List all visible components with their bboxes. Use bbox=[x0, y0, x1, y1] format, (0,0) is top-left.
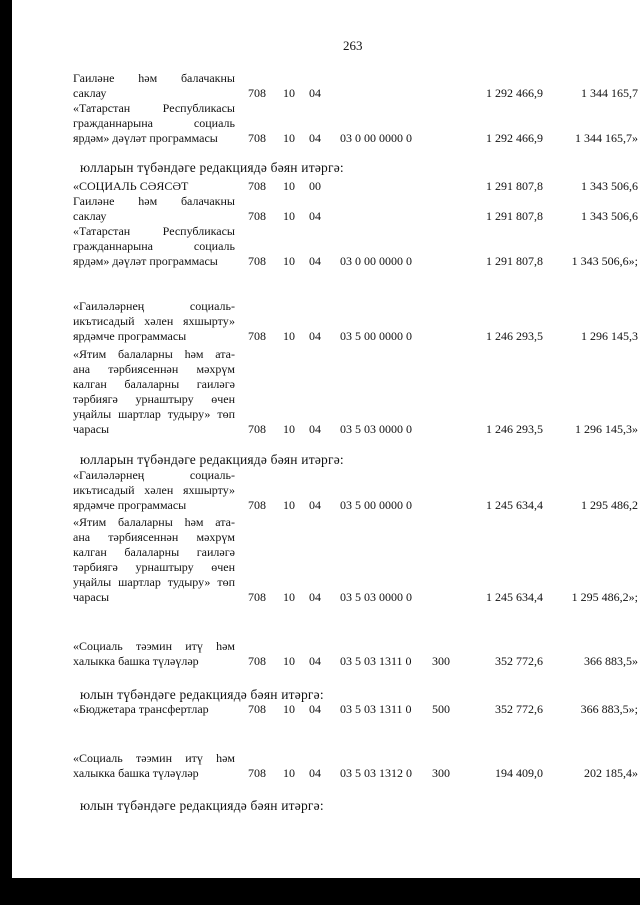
ministry-code: 708 bbox=[248, 329, 266, 343]
amount-year-2: 1 343 506,6 bbox=[581, 209, 638, 223]
amount-year-2: 1 344 165,7» bbox=[575, 131, 638, 145]
amount-year-2: 1 343 506,6 bbox=[581, 179, 638, 193]
amount-year-1: 352 772,6 bbox=[495, 654, 543, 668]
amendment-heading: юлларын түбәндәге редакциядә бәян итәргә: bbox=[80, 160, 344, 175]
row-name bbox=[73, 347, 235, 437]
row-name-line: «Социаль тәэмин итү һәм bbox=[73, 751, 235, 765]
amount-year-2: 1 295 486,2»; bbox=[571, 590, 638, 604]
row-name-line: «Социаль тәэмин итү һәм bbox=[73, 639, 235, 653]
ministry-code: 708 bbox=[248, 86, 266, 100]
budget-table-row bbox=[0, 751, 640, 781]
amount-year-1: 1 291 807,8 bbox=[486, 209, 543, 223]
ministry-code: 708 bbox=[248, 422, 266, 436]
row-name-line: тәрбиягә урнаштыру өчен bbox=[73, 392, 235, 406]
row-name-line: икътисадый хәлен яхшырту» bbox=[73, 483, 235, 497]
row-name-line: чарасы bbox=[73, 590, 110, 604]
target-article-code: 03 5 03 1311 0 bbox=[340, 654, 412, 668]
target-article-code: 03 5 03 0000 0 bbox=[340, 422, 412, 436]
section-code: 10 bbox=[283, 498, 295, 512]
subsection-code: 04 bbox=[309, 422, 321, 436]
ministry-code: 708 bbox=[248, 654, 266, 668]
target-article-code: 03 5 00 0000 0 bbox=[340, 498, 412, 512]
expense-type-code: 300 bbox=[432, 766, 450, 780]
ministry-code: 708 bbox=[248, 702, 266, 716]
scan-edge-bottom bbox=[0, 878, 640, 905]
amount-year-2: 1 344 165,7 bbox=[581, 86, 638, 100]
budget-table-row bbox=[0, 515, 640, 605]
ministry-code: 708 bbox=[248, 209, 266, 223]
subsection-code: 04 bbox=[309, 766, 321, 780]
target-article-code: 03 5 03 0000 0 bbox=[340, 590, 412, 604]
row-name-line: ана тәрбиясеннән мәхрүм bbox=[73, 362, 235, 376]
target-article-code: 03 0 00 0000 0 bbox=[340, 254, 412, 268]
ministry-code: 708 bbox=[248, 766, 266, 780]
section-code: 10 bbox=[283, 131, 295, 145]
row-name-line: саклау bbox=[73, 86, 107, 100]
budget-table-row bbox=[0, 224, 640, 269]
row-name-line: гражданнарына социаль bbox=[73, 239, 235, 253]
subsection-code: 04 bbox=[309, 498, 321, 512]
section-code: 10 bbox=[283, 590, 295, 604]
row-name-line: ярдәмче программасы bbox=[73, 329, 187, 343]
subsection-code: 04 bbox=[309, 654, 321, 668]
subsection-code: 04 bbox=[309, 209, 321, 223]
row-name-line: «Гаиләләрнең социаль- bbox=[73, 468, 235, 482]
page-number: 263 bbox=[343, 38, 363, 53]
subsection-code: 04 bbox=[309, 254, 321, 268]
row-name-line: халыкка башка түләүләр bbox=[73, 766, 199, 780]
row-name bbox=[73, 639, 235, 669]
section-code: 10 bbox=[283, 654, 295, 668]
amount-year-1: 1 291 807,8 bbox=[486, 254, 543, 268]
row-name-line: Гаиләне һәм балачакны bbox=[73, 194, 235, 208]
section-code: 10 bbox=[283, 254, 295, 268]
ministry-code: 708 bbox=[248, 254, 266, 268]
budget-table-row bbox=[0, 194, 640, 224]
row-name-line: ярдәмче программасы bbox=[73, 498, 187, 512]
row-name bbox=[73, 224, 235, 269]
target-article-code: 03 5 00 0000 0 bbox=[340, 329, 412, 343]
section-code: 10 bbox=[283, 86, 295, 100]
row-name-line: ана тәрбиясеннән мәхрүм bbox=[73, 530, 235, 544]
budget-table-row bbox=[0, 468, 640, 513]
row-name-line: «Ятим балаларны һәм ата- bbox=[73, 347, 235, 361]
row-name bbox=[73, 194, 235, 224]
amount-year-1: 352 772,6 bbox=[495, 702, 543, 716]
row-name-line: гражданнарына социаль bbox=[73, 116, 235, 130]
row-name-line: саклау bbox=[73, 209, 107, 223]
amount-year-1: 1 292 466,9 bbox=[486, 86, 543, 100]
ministry-code: 708 bbox=[248, 131, 266, 145]
row-name-line: тәрбиягә урнаштыру өчен bbox=[73, 560, 235, 574]
amount-year-1: 1 291 807,8 bbox=[486, 179, 543, 193]
ministry-code: 708 bbox=[248, 179, 266, 193]
budget-table-row bbox=[0, 299, 640, 344]
amount-year-2: 1 343 506,6»; bbox=[571, 254, 638, 268]
target-article-code: 03 5 03 1311 0 bbox=[340, 702, 412, 716]
row-name-line: Гаиләне һәм балачакны bbox=[73, 71, 235, 85]
subsection-code: 04 bbox=[309, 590, 321, 604]
budget-table-row bbox=[0, 639, 640, 669]
row-name bbox=[73, 751, 235, 781]
amount-year-1: 194 409,0 bbox=[495, 766, 543, 780]
budget-table-row bbox=[0, 101, 640, 146]
row-name-line: уңайлы шартлар тудыру» төп bbox=[73, 575, 235, 589]
subsection-code: 00 bbox=[309, 179, 321, 193]
amount-year-2: 1 295 486,2 bbox=[581, 498, 638, 512]
budget-table-row bbox=[0, 347, 640, 437]
amount-year-2: 366 883,5» bbox=[584, 654, 638, 668]
row-name-line: «Ятим балаларны һәм ата- bbox=[73, 515, 235, 529]
target-article-code: 03 5 03 1312 0 bbox=[340, 766, 412, 780]
section-code: 10 bbox=[283, 702, 295, 716]
row-name bbox=[73, 468, 235, 513]
amount-year-1: 1 245 634,4 bbox=[486, 590, 543, 604]
amount-year-1: 1 245 634,4 bbox=[486, 498, 543, 512]
row-name-line: икътисадый хәлен яхшырту» bbox=[73, 314, 235, 328]
row-name bbox=[73, 71, 235, 101]
row-name-line: калган балаларны гаиләгә bbox=[73, 545, 235, 559]
budget-table-row bbox=[0, 702, 640, 717]
amendment-heading: юлын түбәндәге редакциядә бәян итәргә: bbox=[80, 687, 324, 702]
amount-year-2: 1 296 145,3» bbox=[575, 422, 638, 436]
subsection-code: 04 bbox=[309, 86, 321, 100]
target-article-code: 03 0 00 0000 0 bbox=[340, 131, 412, 145]
amount-year-2: 202 185,4» bbox=[584, 766, 638, 780]
amount-year-1: 1 292 466,9 bbox=[486, 131, 543, 145]
row-name-line: ярдәм» дәүләт программасы bbox=[73, 131, 218, 145]
amount-year-2: 1 296 145,3 bbox=[581, 329, 638, 343]
row-name-line: халыкка башка түләүләр bbox=[73, 654, 199, 668]
budget-table-row bbox=[0, 71, 640, 101]
amount-year-1: 1 246 293,5 bbox=[486, 422, 543, 436]
section-code: 10 bbox=[283, 766, 295, 780]
row-name-line: «Татарстан Республикасы bbox=[73, 101, 235, 115]
amendment-heading: юлын түбәндәге редакциядә бәян итәргә: bbox=[80, 798, 324, 813]
row-name-line: калган балаларны гаиләгә bbox=[73, 377, 235, 391]
section-code: 10 bbox=[283, 209, 295, 223]
section-code: 10 bbox=[283, 179, 295, 193]
row-name-line: «Гаиләләрнең социаль- bbox=[73, 299, 235, 313]
row-name-line: уңайлы шартлар тудыру» төп bbox=[73, 407, 235, 421]
row-name bbox=[73, 702, 235, 717]
budget-table-row bbox=[0, 179, 640, 194]
row-name-line: чарасы bbox=[73, 422, 110, 436]
section-code: 10 bbox=[283, 422, 295, 436]
expense-type-code: 500 bbox=[432, 702, 450, 716]
section-code: 10 bbox=[283, 329, 295, 343]
subsection-code: 04 bbox=[309, 131, 321, 145]
ministry-code: 708 bbox=[248, 498, 266, 512]
row-name-line: «Бюджетара трансфертлар bbox=[73, 702, 209, 716]
row-name-line: «Татарстан Республикасы bbox=[73, 224, 235, 238]
row-name-line: «СОЦИАЛЬ СӘЯСӘТ bbox=[73, 179, 189, 193]
row-name bbox=[73, 179, 235, 194]
subsection-code: 04 bbox=[309, 702, 321, 716]
row-name bbox=[73, 299, 235, 344]
amendment-heading: юлларын түбәндәге редакциядә бәян итәргә: bbox=[80, 452, 344, 467]
expense-type-code: 300 bbox=[432, 654, 450, 668]
amount-year-2: 366 883,5»; bbox=[580, 702, 638, 716]
row-name bbox=[73, 515, 235, 605]
amount-year-1: 1 246 293,5 bbox=[486, 329, 543, 343]
ministry-code: 708 bbox=[248, 590, 266, 604]
subsection-code: 04 bbox=[309, 329, 321, 343]
row-name bbox=[73, 101, 235, 146]
row-name-line: ярдәм» дәүләт программасы bbox=[73, 254, 218, 268]
